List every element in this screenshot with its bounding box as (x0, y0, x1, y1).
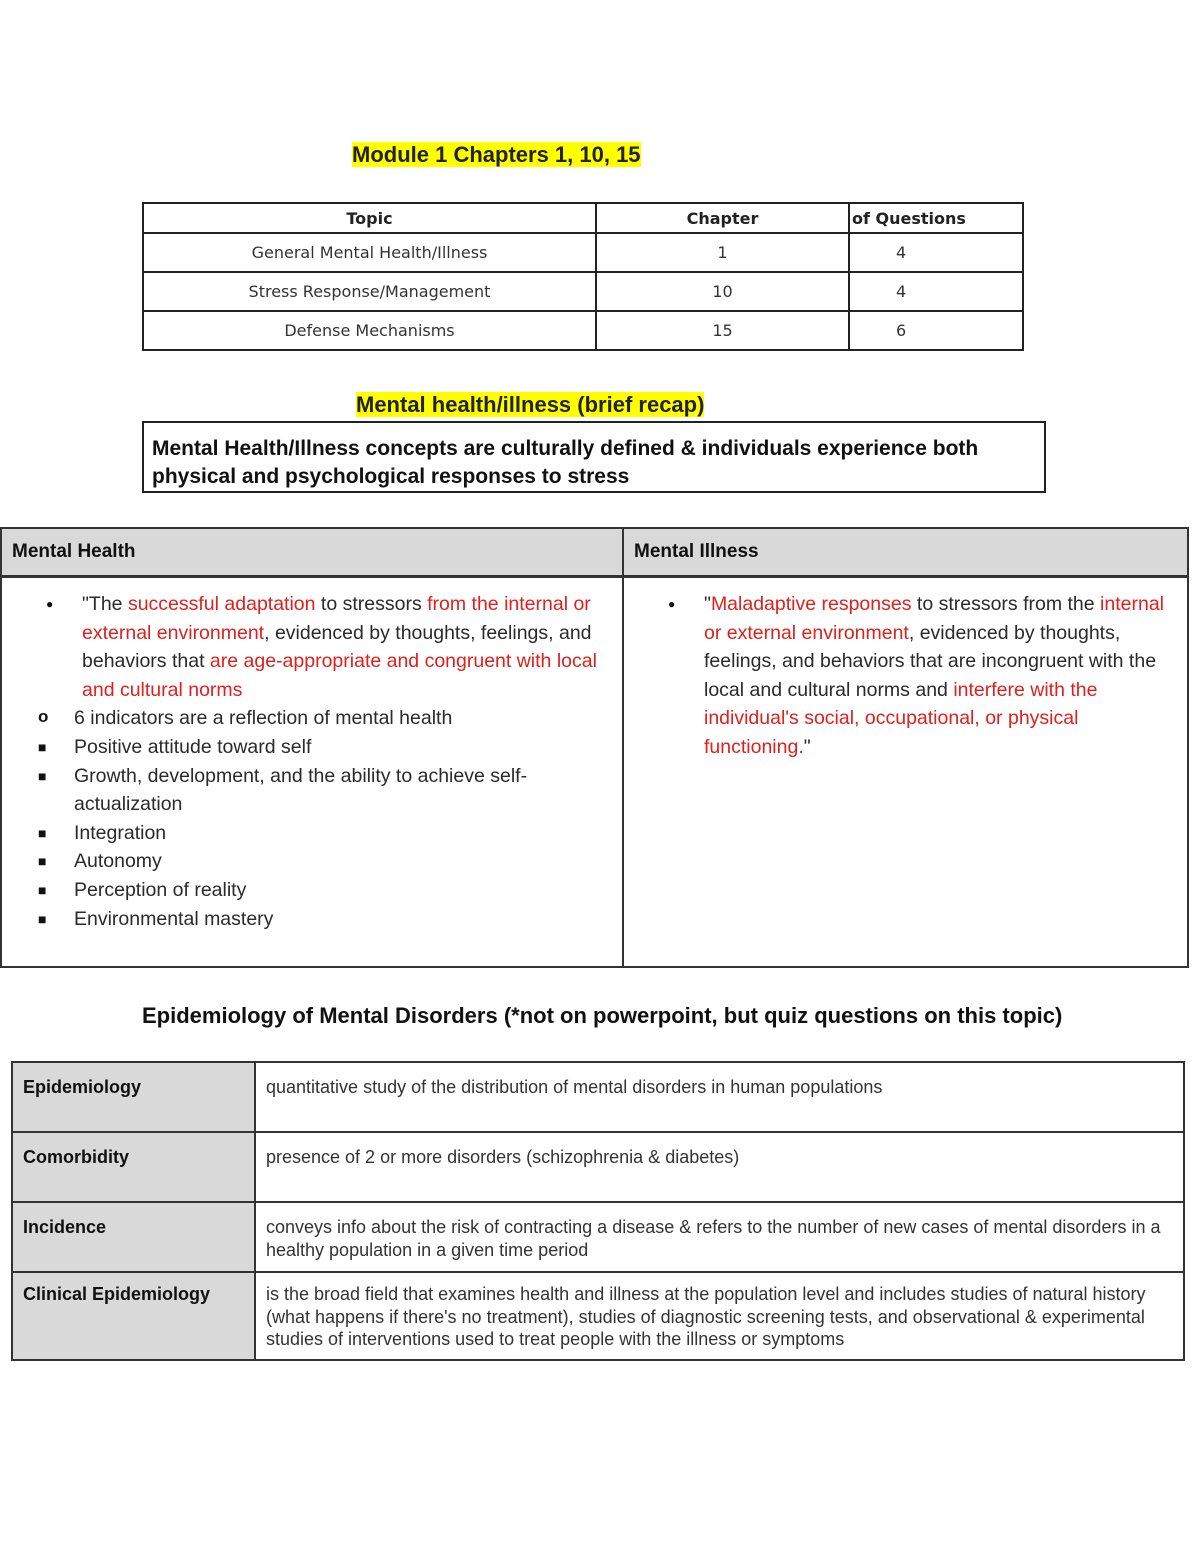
mental-illness-cell (623, 577, 1188, 968)
indicator-sublist (74, 704, 616, 933)
mental-health-header: Mental Health (1, 528, 623, 577)
questions-cell: 6 (849, 311, 1023, 350)
mental-illness-definition (624, 590, 1181, 762)
definition-cell: presence of 2 or more disorders (schizophrenia & diabetes) (255, 1132, 1184, 1202)
recap-title (356, 390, 704, 420)
table-row (12, 1062, 1184, 1132)
mental-illness-header: Mental Illness (623, 528, 1188, 577)
list-item: ■ Positive attitude toward self (4, 733, 616, 762)
topic-cell: Defense Mechanisms (143, 311, 596, 350)
table-row (12, 1272, 1184, 1360)
mi-quote: " (704, 593, 711, 615)
topics-header-topic: Topic (143, 203, 596, 233)
module-title (352, 140, 641, 170)
indicators-intro-text: 6 indicators are a reflection of mental health (74, 707, 453, 730)
list-item: ■ Autonomy (4, 847, 616, 876)
recap-title-text: Mental health/illness (brief recap) (356, 392, 705, 417)
term-cell: Epidemiology (12, 1062, 255, 1132)
chapter-cell: 1 (596, 233, 849, 272)
mi-highlight-2: internal or external environment (704, 593, 1165, 644)
mental-health-cell (1, 577, 623, 968)
list-item: ■ Growth, development, and the ability to achieve self-actualization (4, 762, 616, 819)
mental-health-illness-table (0, 527, 1189, 968)
topic-cell: General Mental Health/Illness (143, 233, 596, 272)
indicators-intro (2, 704, 616, 933)
topics-header-row (143, 203, 1023, 233)
definition-cell: quantitative study of the distribution of mental disorders in human populations (255, 1062, 1184, 1132)
epidemiology-title: Epidemiology of Mental Disorders (*not on powerpoint, but quiz questions on this topic) (142, 1003, 1063, 1028)
mi-text-2: , evidenced by thoughts, feelings, and behaviors that are incongruent with the local and cultural norms and (704, 621, 1157, 701)
chapter-cell: 15 (596, 311, 849, 350)
recap-box: Mental Health/Illness concepts are culturally defined & individuals experience both physical and psychological responses to stress (142, 421, 1046, 493)
table-row (12, 1132, 1184, 1202)
list-item: ■ Environmental mastery (4, 905, 616, 934)
term-cell: Incidence (12, 1202, 255, 1272)
topics-header-chapter: Chapter (596, 203, 849, 233)
chapter-cell: 10 (596, 272, 849, 311)
questions-cell: 4 (849, 233, 1023, 272)
mh-text-1: to stressors (315, 593, 428, 615)
topic-cell: Stress Response/Management (143, 272, 596, 311)
mi-text-1: to stressors from the (911, 593, 1101, 615)
mental-illness-list (624, 590, 1181, 762)
topics-table (142, 202, 1024, 351)
mh-text-2: , evidenced by thoughts, feelings, and behaviors that (82, 621, 592, 673)
list-item: ■ Perception of reality (4, 876, 616, 905)
mh-body-row (1, 577, 1188, 968)
table-row (143, 311, 1023, 350)
questions-cell: 4 (849, 272, 1023, 311)
mental-health-definition (2, 590, 616, 933)
mi-highlight-1: Maladaptive responses (710, 593, 912, 615)
mh-highlight-1: successful adaptation (127, 593, 316, 615)
definition-cell: is the broad field that examines health and illness at the population level and includes studies of natural history (what happens if there's no treatment), studies of diagnostic screening tests, and observational & experimental studies of interventions used to treat people with the illness or symptoms (255, 1272, 1184, 1360)
epidemiology-table (11, 1061, 1185, 1361)
module-title-text: Module 1 Chapters 1, 10, 15 (352, 142, 641, 167)
term-cell: Comorbidity (12, 1132, 255, 1202)
definition-cell: conveys info about the risk of contracting a disease & refers to the number of new cases of mental disorders in a healthy population in a given time period (255, 1202, 1184, 1272)
mi-highlight-3: interfere with the individual's social, occupational, or physical functioning. (704, 678, 1098, 758)
mh-header-row (1, 528, 1188, 577)
topics-header-questions: of Questions (849, 203, 1023, 233)
mh-highlight-2: from the internal or external environment (82, 593, 591, 644)
mh-quote: "The (82, 593, 128, 615)
indicator-list (74, 733, 616, 933)
table-row (143, 272, 1023, 311)
mh-highlight-3: are age-appropriate and congruent with local and cultural norms (82, 650, 597, 701)
table-row (12, 1202, 1184, 1272)
term-cell: Clinical Epidemiology (12, 1272, 255, 1360)
mental-health-list (2, 590, 616, 933)
table-row (143, 233, 1023, 272)
list-item: ■ Integration (4, 819, 616, 848)
mi-end-quote: " (803, 735, 811, 758)
